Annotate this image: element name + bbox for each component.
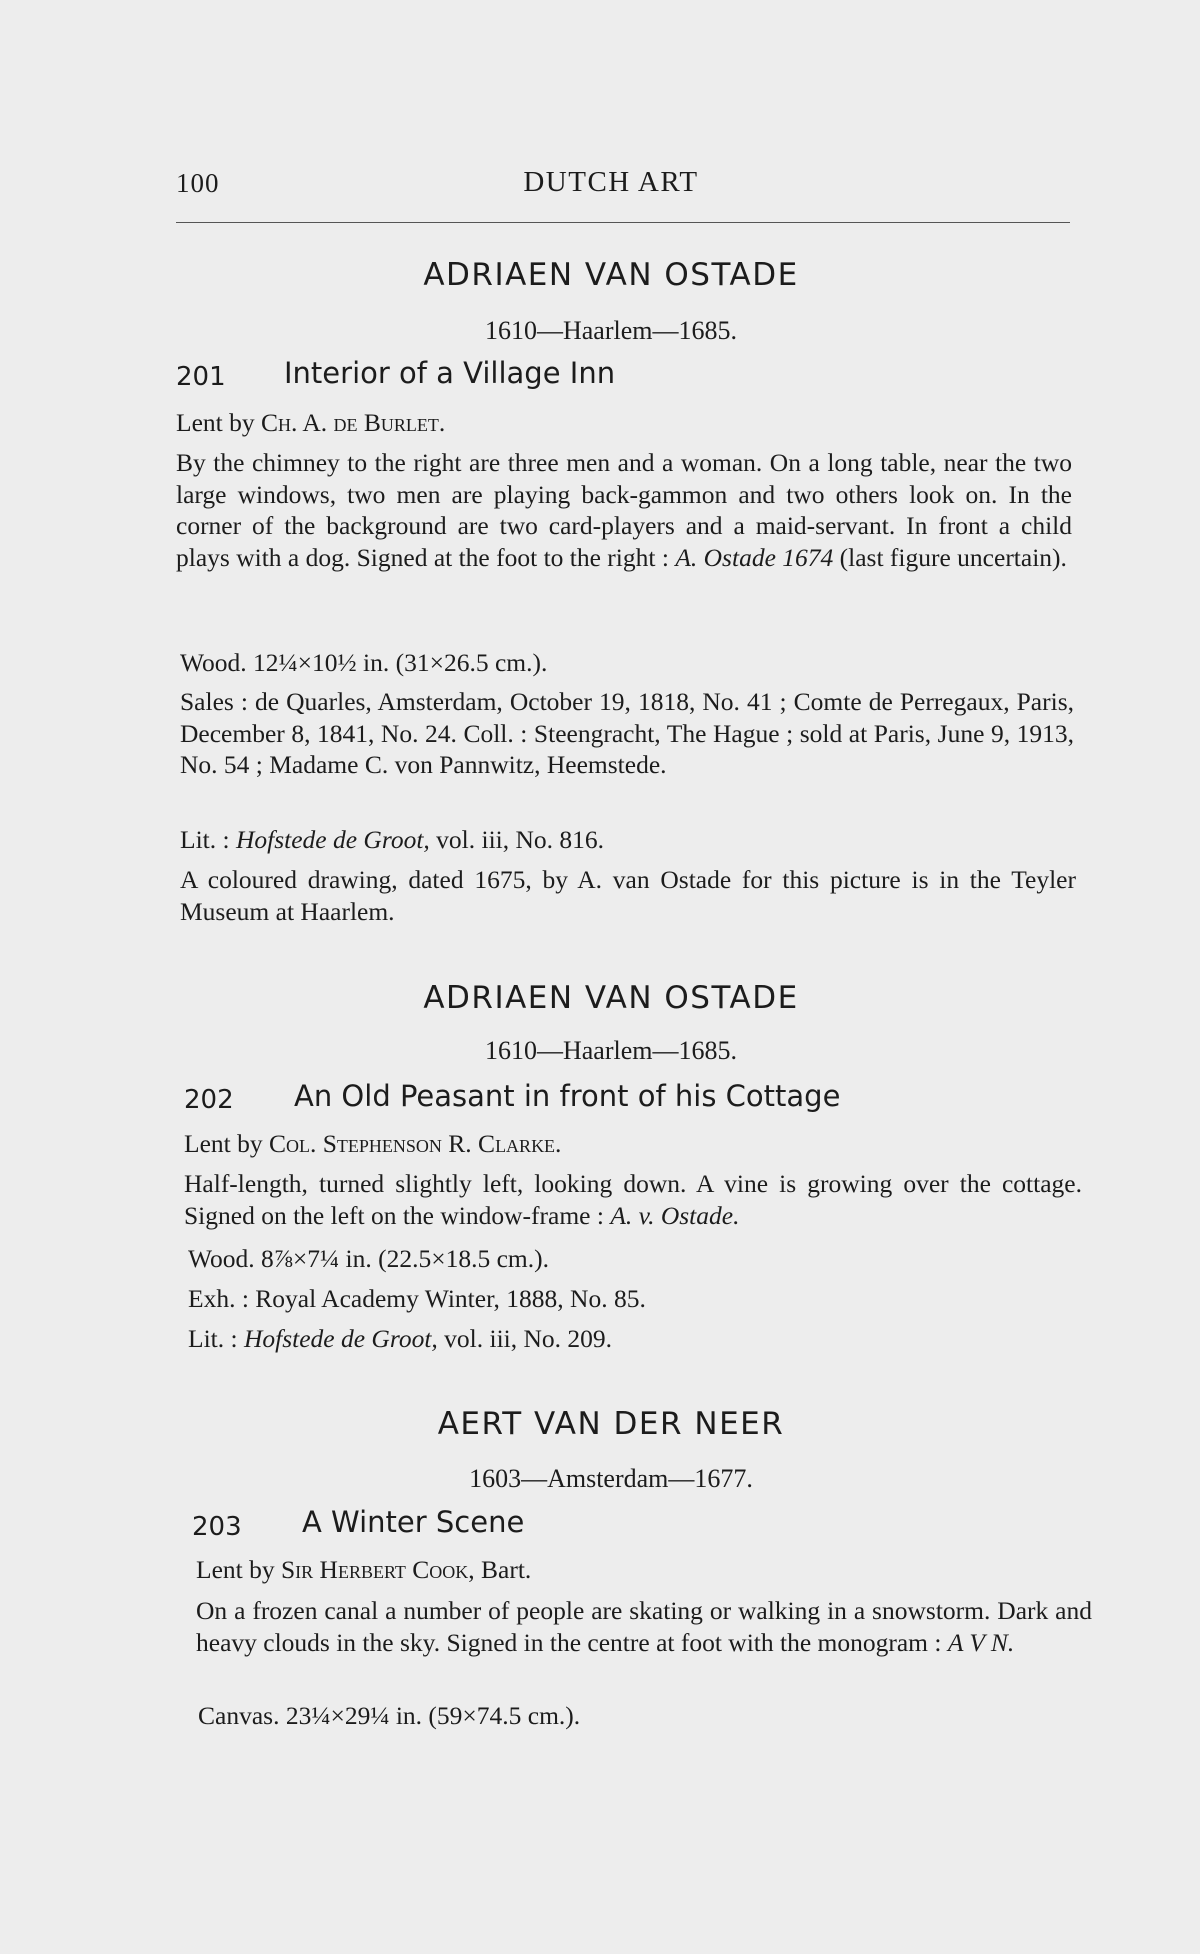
medium-dimensions: Wood. 8⅞×7¼ in. (22.5×18.5 cm.).: [188, 1244, 550, 1273]
signature-note: (last figure uncertain).: [833, 542, 1067, 572]
work-title: A Winter Scene: [302, 1505, 525, 1539]
signature: A V N.: [947, 1627, 1015, 1657]
catalogue-number: 203: [192, 1512, 242, 1542]
literature-label: Lit. :: [188, 1324, 244, 1353]
catalogue-number: 202: [184, 1085, 234, 1115]
lender-name: Sir Herbert Cook,: [280, 1555, 475, 1584]
lender-prefix: Lent by: [184, 1129, 263, 1158]
description-text: Half-length, turned slightly left, looking down. A vine is growing over the cottage. Signed on the left on the window-frame :: [184, 1169, 1082, 1230]
lender-prefix: Lent by: [176, 408, 255, 437]
artist-dates: 1610—Haarlem—1685.: [484, 316, 737, 345]
description-text: On a frozen canal a number of people are skating or walking in a snowstorm. Dark and heavy clouds in the sky. Signed in the centre at foot with the monogram :: [196, 1596, 1092, 1657]
provenance: Sales : de Quarles, Amsterdam, October 19, 1818, No. 41 ; Comte de Perregaux, Paris, December 8, 1841, No. 24. Coll. : Steengracht, The Hague ; sold at Paris, June 9, 1913, No. 54 ; Madame C. von Pannwitz, Heemstede.: [180, 687, 1074, 779]
lender-line: [176, 408, 445, 438]
artist-heading: ADRIAEN VAN OSTADE: [423, 257, 799, 293]
literature: [180, 825, 604, 855]
lender-suffix: Bart.: [474, 1555, 532, 1584]
literature-ref: vol. iii, No. 209.: [437, 1324, 613, 1353]
work-title: An Old Peasant in front of his Cottage: [294, 1079, 841, 1113]
artist-dates: 1610—Haarlem—1685.: [484, 1036, 737, 1065]
description: [176, 447, 1072, 573]
page-number: 100: [176, 168, 220, 198]
literature: [188, 1324, 612, 1354]
exhibition: Exh. : Royal Academy Winter, 1888, No. 85.: [188, 1284, 646, 1313]
signature: A. Ostade 1674: [675, 542, 834, 572]
literature-author: Hofstede de Groot,: [243, 1324, 438, 1353]
description-text: By the chimney to the right are three men and a woman. On a long table, near the two large windows, two men are playing back-gammon and two others look on. In the corner of the background are two card-players and a maid-servant. In front a child plays with a dog. Signed at the foot to the right :: [176, 448, 1072, 572]
signature: A. v. Ostade.: [610, 1200, 740, 1230]
lender-name: Col. Stephenson R. Clarke.: [268, 1129, 562, 1158]
lender-name: Ch. A. de Burlet.: [260, 408, 446, 437]
medium-dimensions: Canvas. 23¼×29¼ in. (59×74.5 cm.).: [198, 1701, 581, 1730]
note: A coloured drawing, dated 1675, by A. van Ostade for this picture is in the Teyler Museum at Haarlem.: [180, 865, 1076, 926]
description: [184, 1168, 1082, 1231]
lender-prefix: Lent by: [196, 1555, 275, 1584]
literature-author: Hofstede de Groot,: [235, 825, 430, 854]
literature-ref: vol. iii, No. 816.: [429, 825, 605, 854]
running-title: DUTCH ART: [523, 166, 699, 198]
work-title: Interior of a Village Inn: [284, 356, 616, 390]
description: [196, 1595, 1092, 1658]
literature-label: Lit. :: [180, 825, 236, 854]
artist-heading: AERT VAN DER NEER: [437, 1406, 785, 1442]
catalogue-number: 201: [176, 362, 226, 392]
medium-dimensions: Wood. 12¼×10½ in. (31×26.5 cm.).: [180, 648, 548, 677]
header-rule: [176, 222, 1070, 223]
lender-line: [184, 1129, 561, 1159]
artist-heading: ADRIAEN VAN OSTADE: [423, 980, 799, 1016]
lender-line: [196, 1555, 531, 1585]
artist-dates: 1603—Amsterdam—1677.: [469, 1464, 753, 1493]
